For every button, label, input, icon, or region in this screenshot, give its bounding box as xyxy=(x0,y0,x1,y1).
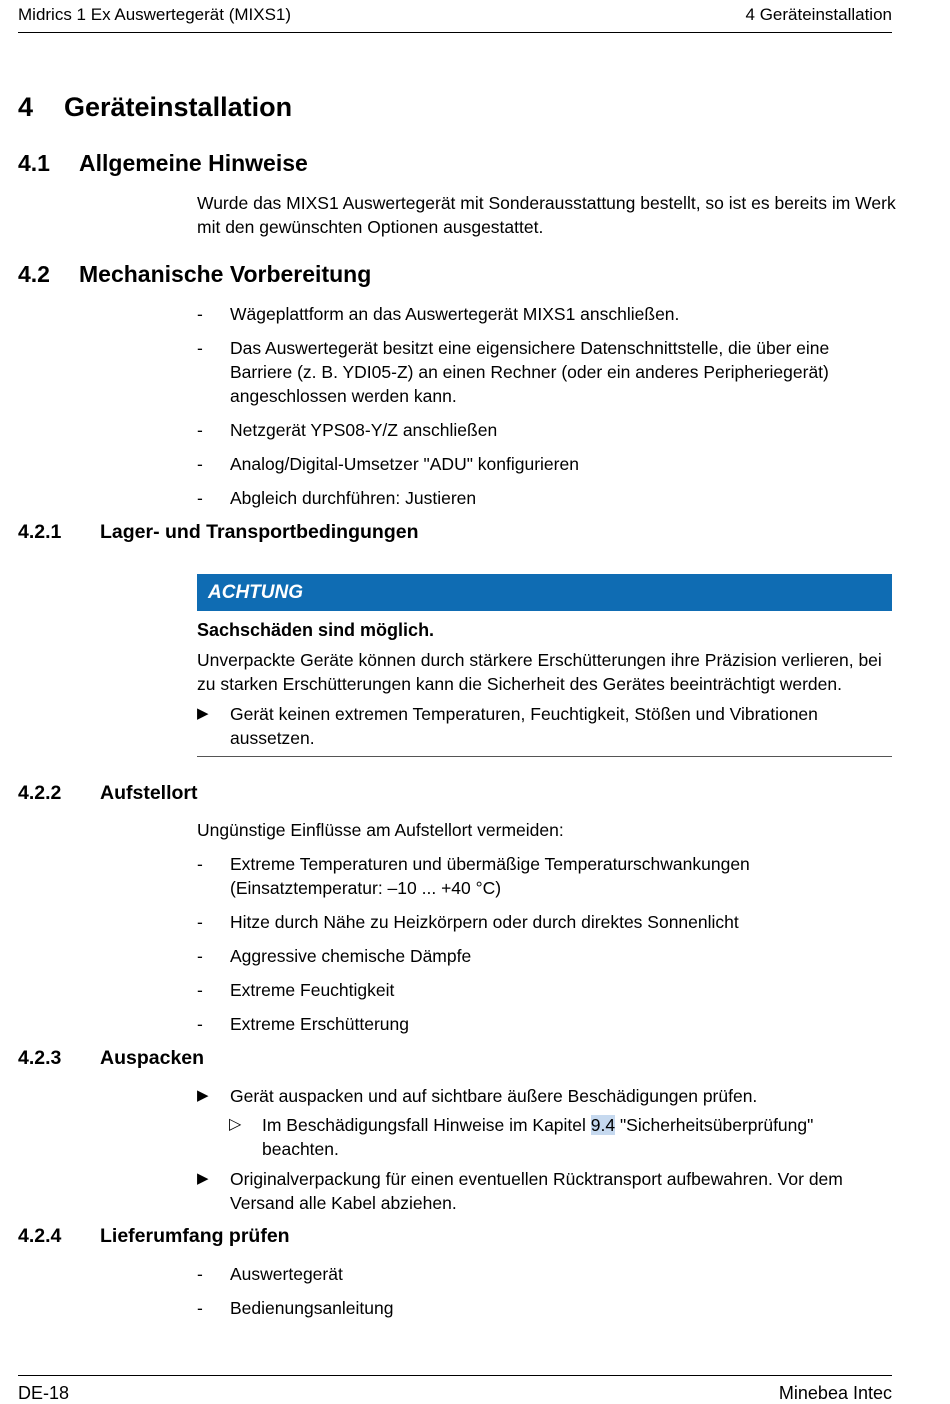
dash-bullet: - xyxy=(197,420,203,440)
subsection-title: Lieferumfang prüfen xyxy=(100,1225,290,1247)
result-text-post: "Sicherheitsüberprüfung" xyxy=(615,1115,814,1135)
list-item-text: Hitze durch Nähe zu Heizkörpern oder durch direktes Sonnenlicht xyxy=(230,912,739,932)
action-text: Gerät keinen extremen Temperaturen, Feuchtigkeit, Stößen und Vibrationen xyxy=(230,704,818,724)
subsection-number: 4.2.2 xyxy=(18,782,62,804)
action-arrow-icon: ▶ xyxy=(197,1170,209,1187)
dash-bullet: - xyxy=(197,1264,203,1284)
subsection-heading-4-2-3 xyxy=(18,1047,204,1070)
action-text: aussetzen. xyxy=(230,728,315,748)
action-step xyxy=(197,1084,897,1108)
subsection-number: 4.2.4 xyxy=(18,1225,62,1247)
warning-label: ACHTUNG xyxy=(208,582,303,603)
list-item xyxy=(197,1296,897,1320)
result-arrow-icon: ▷ xyxy=(229,1116,242,1133)
list-item xyxy=(197,452,897,476)
running-header-chapter: 4 Geräteinstallation xyxy=(745,5,892,24)
list-item-text: Extreme Temperaturen und übermäßige Temperaturschwankungen xyxy=(230,854,750,874)
chapter-title: Geräteinstallation xyxy=(64,92,293,122)
warning-action xyxy=(197,702,897,750)
chapter-number: 4 xyxy=(18,92,34,122)
list-item-text: angeschlossen werden kann. xyxy=(230,386,457,406)
chapter-heading xyxy=(18,92,292,123)
dash-bullet: - xyxy=(197,488,203,508)
dash-bullet: - xyxy=(197,338,203,358)
header-divider xyxy=(18,32,892,33)
subsection-number: 4.2.3 xyxy=(18,1047,62,1069)
subsection-title: Auspacken xyxy=(100,1047,205,1069)
list-item xyxy=(197,1262,897,1286)
list-item-text: Barriere (z. B. YDI05-Z) an einen Rechner (oder ein anderes Peripheriegerät) xyxy=(230,362,829,382)
paragraph-line: Wurde das MIXS1 Auswertegerät mit Sonderausstattung bestellt, so ist es bereits im Werk xyxy=(197,193,896,213)
subsection-heading-4-2-2 xyxy=(18,782,198,805)
list-item xyxy=(197,418,897,442)
section-4-2-2-intro: Ungünstige Einflüsse am Aufstellort vermeiden: xyxy=(197,820,564,840)
paragraph-line: Unverpackte Geräte können durch stärkere Erschütterungen ihre Präzision verlieren, bei xyxy=(197,650,882,670)
dash-bullet: - xyxy=(197,1014,203,1034)
dash-bullet: - xyxy=(197,304,203,324)
subsection-heading-4-2-4 xyxy=(18,1225,290,1248)
dash-bullet: - xyxy=(197,980,203,1000)
result-text xyxy=(262,1113,897,1137)
paragraph-line: mit den gewünschten Optionen ausgestattet. xyxy=(197,217,544,237)
list-item-text: Bedienungsanleitung xyxy=(230,1298,394,1318)
section-4-1-paragraph xyxy=(197,191,897,239)
list-item xyxy=(197,944,897,968)
list-item-text: (Einsatztemperatur: –10 ... +40 °C) xyxy=(230,878,502,898)
action-text: Gerät auspacken und auf sichtbare äußere Beschädigungen prüfen. xyxy=(230,1086,758,1106)
chapter-link[interactable]: 9.4 xyxy=(590,1115,616,1135)
list-item-text: Extreme Erschütterung xyxy=(230,1014,409,1034)
list-item-text: Abgleich durchführen: Justieren xyxy=(230,488,477,508)
action-step xyxy=(197,1167,897,1215)
list-item xyxy=(197,852,897,900)
result-text-pre: Im Beschädigungsfall Hinweise im Kapitel xyxy=(262,1115,591,1135)
dash-bullet: - xyxy=(197,454,203,474)
subsection-title: Aufstellort xyxy=(100,782,198,804)
list-item xyxy=(197,910,897,934)
list-item xyxy=(197,978,897,1002)
list-item xyxy=(197,336,897,408)
list-item xyxy=(197,486,897,510)
warning-subtitle: Sachschäden sind möglich. xyxy=(197,620,435,640)
result-text: beachten. xyxy=(262,1139,339,1159)
action-text: Originalverpackung für einen eventuellen Rücktransport aufbewahren. Vor dem xyxy=(230,1169,843,1189)
list-item xyxy=(197,1012,897,1036)
action-arrow-icon: ▶ xyxy=(197,705,209,722)
running-header-title: Midrics 1 Ex Auswertegerät (MIXS1) xyxy=(18,5,292,24)
section-number: 4.1 xyxy=(18,150,50,176)
action-arrow-icon: ▶ xyxy=(197,1087,209,1104)
section-number: 4.2 xyxy=(18,261,50,287)
dash-bullet: - xyxy=(197,912,203,932)
result-step xyxy=(229,1113,897,1161)
dash-bullet: - xyxy=(197,946,203,966)
list-item xyxy=(197,302,897,326)
subsection-number: 4.2.1 xyxy=(18,521,62,543)
list-item-text: Das Auswertegerät besitzt eine eigensichere Datenschnittstelle, die über eine xyxy=(230,338,830,358)
company-name: Minebea Intec xyxy=(778,1383,892,1403)
section-heading-4-2 xyxy=(18,261,371,288)
warning-text xyxy=(197,648,897,696)
dash-bullet: - xyxy=(197,1298,203,1318)
list-item-text: Wägeplattform an das Auswertegerät MIXS1 anschließen. xyxy=(230,304,680,324)
dash-bullet: - xyxy=(197,854,203,874)
section-title: Allgemeine Hinweise xyxy=(79,150,308,176)
list-item-text: Extreme Feuchtigkeit xyxy=(230,980,395,1000)
warning-divider xyxy=(197,756,892,757)
action-text: Versand alle Kabel abziehen. xyxy=(230,1193,457,1213)
paragraph-line: zu starken Erschütterungen kann die Sicherheit des Gerätes beeinträchtigt werden. xyxy=(197,674,842,694)
subsection-heading-4-2-1 xyxy=(18,521,419,544)
list-item-text: Netzgerät YPS08-Y/Z anschließen xyxy=(230,420,498,440)
list-item-text: Auswertegerät xyxy=(230,1264,343,1284)
footer-divider xyxy=(18,1375,892,1376)
section-title: Mechanische Vorbereitung xyxy=(79,261,372,287)
section-heading-4-1 xyxy=(18,150,308,177)
list-item-text: Aggressive chemische Dämpfe xyxy=(230,946,472,966)
list-item-text: Analog/Digital-Umsetzer "ADU" konfigurieren xyxy=(230,454,579,474)
page-number: DE-18 xyxy=(18,1383,70,1403)
subsection-title: Lager- und Transportbedingungen xyxy=(100,521,419,543)
